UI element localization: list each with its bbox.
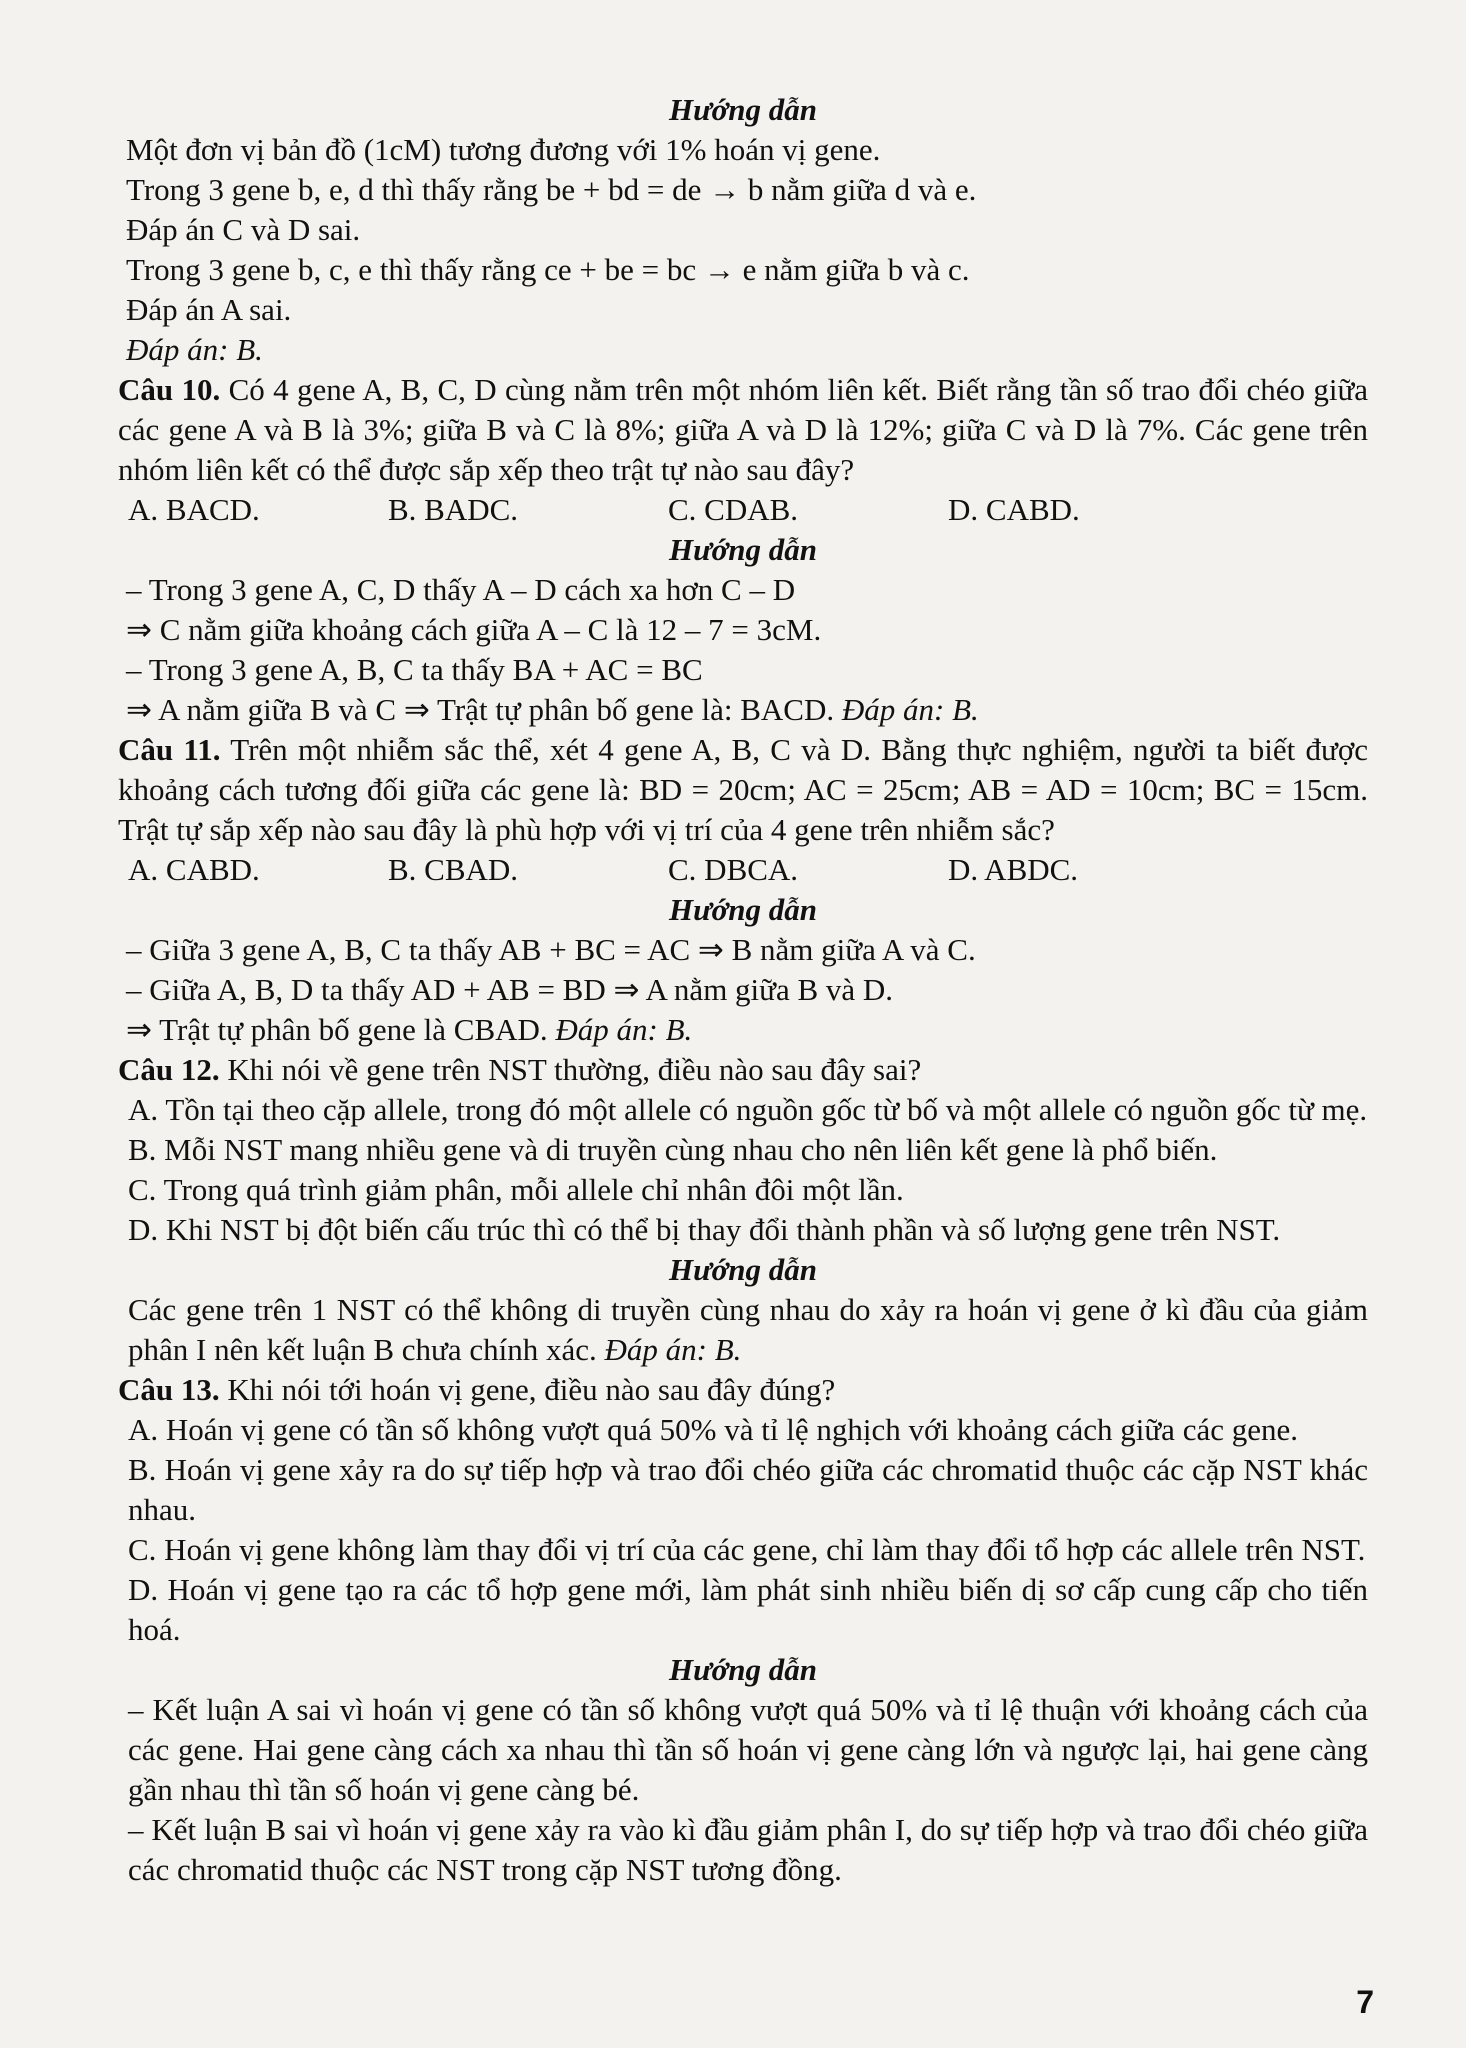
- question-13-option-d: D. Hoán vị gene tạo ra các tổ hợp gene mới, làm phát sinh nhiều biến dị sơ cấp cung cấp cho tiến hoá.: [128, 1572, 1368, 1647]
- question-12-text: Khi nói về gene trên NST thường, điều nào sau đây sai?: [227, 1052, 922, 1087]
- question-13-label: Câu 13.: [118, 1372, 220, 1407]
- question-13-option-a: A. Hoán vị gene có tần số không vượt quá 50% và tỉ lệ nghịch với khoảng cách giữa các gene.: [128, 1412, 1298, 1447]
- answer-13-line-2: – Kết luận B sai vì hoán vị gene xảy ra vào kì đầu giảm phân I, do sự tiếp hợp và trao đổi chéo giữa các chromatid thuộc các NST trong cặp NST tương đồng.: [128, 1812, 1368, 1887]
- question-10: [118, 370, 1368, 490]
- page-number: 7: [1356, 1984, 1374, 2020]
- guide-heading-11: Hướng dẫn: [668, 892, 818, 927]
- answer-10-line-1: – Trong 3 gene A, C, D thấy A – D cách xa hơn C – D: [126, 572, 796, 607]
- question-13-option-b: B. Hoán vị gene xảy ra do sự tiếp hợp và trao đổi chéo giữa các chromatid thuộc các cặp NST khác nhau.: [128, 1452, 1368, 1527]
- option-b: B. BADC.: [388, 492, 519, 527]
- answer-11-result: Đáp án: B.: [555, 1012, 693, 1047]
- answer-12-body: Các gene trên 1 NST có thể không di truyền cùng nhau do xảy ra hoán vị gene ở kì đầu của giảm phân I nên kết luận B chưa chính xác.: [128, 1292, 1368, 1367]
- answer-11-line-2: – Giữa A, B, D ta thấy AD + AB = BD ⇒ A nằm giữa B và D.: [126, 972, 894, 1007]
- question-11-label: Câu 11.: [118, 732, 221, 767]
- question-10-label: Câu 10.: [118, 372, 221, 407]
- answer-9-line-5: Đáp án A sai.: [126, 292, 292, 327]
- answer-9-result: Đáp án: B.: [126, 332, 263, 367]
- answer-11-line-3-text: ⇒ Trật tự phân bố gene là CBAD.: [126, 1012, 548, 1047]
- option-d: D. ABDC.: [948, 852, 1079, 887]
- answer-10-result: Đáp án: B.: [841, 692, 979, 727]
- question-12-label: Câu 12.: [118, 1052, 220, 1087]
- answer-13-line-1: – Kết luận A sai vì hoán vị gene có tần số không vượt quá 50% và tỉ lệ thuận với khoảng cách của các gene. Hai gene càng cách xa nhau thì tần số hoán vị gene càng lớn và ngược lại, hai gene càng gần nhau thì tần số hoán vị gene càng bé.: [128, 1692, 1368, 1807]
- answer-10-line-2: ⇒ C nằm giữa khoảng cách giữa A – C là 12 – 7 = 3cM.: [126, 612, 822, 647]
- question-13-text: Khi nói tới hoán vị gene, điều nào sau đây đúng?: [227, 1372, 836, 1407]
- question-12-option-a: A. Tồn tại theo cặp allele, trong đó một allele có nguồn gốc từ bố và một allele có nguồn gốc từ mẹ.: [128, 1092, 1368, 1127]
- answer-9-line-4: Trong 3 gene b, c, e thì thấy rằng ce + be = bc → e nằm giữa b và c.: [126, 252, 970, 287]
- answer-10-line-3: – Trong 3 gene A, B, C ta thấy BA + AC = BC: [126, 652, 703, 687]
- option-b: B. CBAD.: [388, 852, 519, 887]
- option-a: A. BACD.: [128, 492, 260, 527]
- question-11-options: [118, 850, 1368, 890]
- question-12-option-c: C. Trong quá trình giảm phân, mỗi allele chỉ nhân đôi một lần.: [128, 1172, 904, 1207]
- guide-heading-13: Hướng dẫn: [668, 1652, 818, 1687]
- question-13: [118, 1370, 1368, 1410]
- answer-12-result: Đáp án: B.: [604, 1332, 742, 1367]
- question-10-options: [118, 490, 1368, 530]
- question-11: [118, 730, 1368, 850]
- guide-heading-10: Hướng dẫn: [668, 532, 818, 567]
- guide-heading-12: Hướng dẫn: [668, 1252, 818, 1287]
- answer-9-line-3: Đáp án C và D sai.: [126, 212, 361, 247]
- question-12: [118, 1050, 1368, 1090]
- option-c: C. DBCA.: [668, 852, 799, 887]
- answer-9-line-1: Một đơn vị bản đồ (1cM) tương đương với 1% hoán vị gene.: [126, 132, 881, 167]
- question-11-text: Trên một nhiễm sắc thể, xét 4 gene A, B, C và D. Bằng thực nghiệm, người ta biết được khoảng cách tương đối giữa các gene là: BD = 20cm; AC = 25cm; AB = AD = 10cm; BC = 15cm. Trật tự sắp xếp nào sau đây là phù hợp với vị trí của 4 gene trên nhiễm sắc?: [118, 732, 1368, 847]
- option-d: D. CABD.: [948, 492, 1080, 527]
- guide-heading-9: Hướng dẫn: [668, 92, 818, 127]
- question-12-option-d: D. Khi NST bị đột biến cấu trúc thì có thể bị thay đổi thành phần và số lượng gene trên NST.: [128, 1212, 1281, 1247]
- answer-11-line-1: – Giữa 3 gene A, B, C ta thấy AB + BC = AC ⇒ B nằm giữa A và C.: [126, 932, 976, 967]
- question-13-option-c: C. Hoán vị gene không làm thay đổi vị trí của các gene, chỉ làm thay đổi tổ hợp các allele trên NST.: [128, 1532, 1366, 1567]
- option-c: C. CDAB.: [668, 492, 799, 527]
- question-12-option-b: B. Mỗi NST mang nhiều gene và di truyền cùng nhau cho nên liên kết gene là phổ biến.: [128, 1132, 1218, 1167]
- question-10-text: Có 4 gene A, B, C, D cùng nằm trên một nhóm liên kết. Biết rằng tần số trao đổi chéo giữa các gene A và B là 3%; giữa B và C là 8%; giữa A và D là 12%; giữa C và D là 7%. Các gene trên nhóm liên kết có thể được sắp xếp theo trật tự nào sau đây?: [118, 372, 1369, 487]
- answer-10-line-4: [118, 690, 1368, 730]
- answer-11-line-3: [118, 1010, 1368, 1050]
- answer-12-text: [118, 1290, 1368, 1370]
- option-a: A. CABD.: [128, 852, 260, 887]
- answer-9-line-2: Trong 3 gene b, e, d thì thấy rằng be + bd = de → b nằm giữa d và e.: [126, 172, 977, 207]
- answer-10-line-4-text: ⇒ A nằm giữa B và C ⇒ Trật tự phân bố gene là: BACD.: [126, 692, 835, 727]
